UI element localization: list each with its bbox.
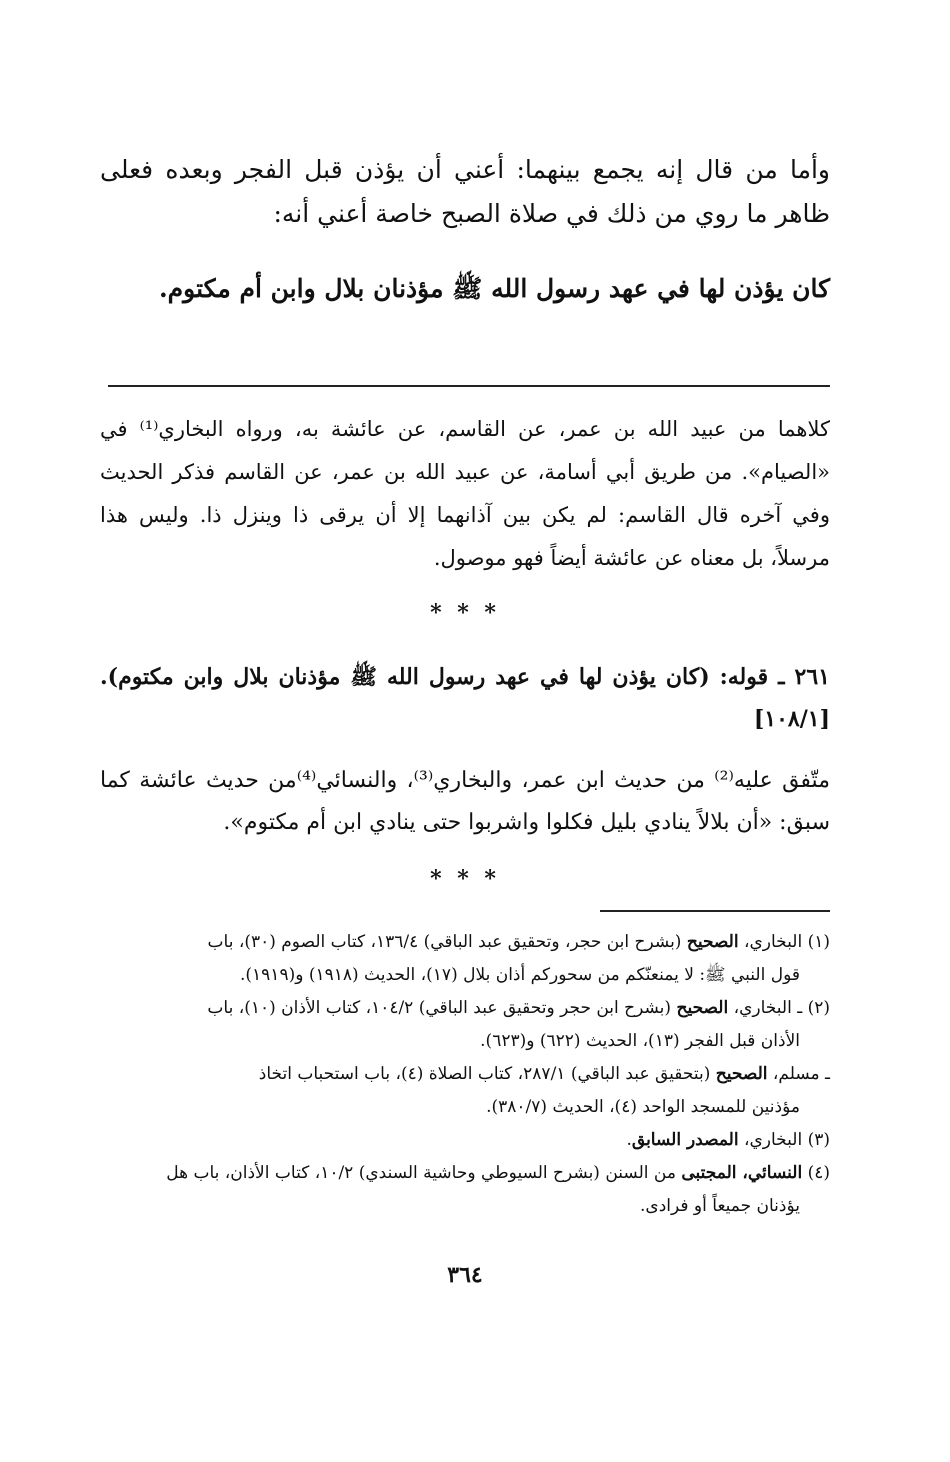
footnote-rule [600, 910, 830, 912]
hadith-text: كان يؤذن لها في عهد رسول الله ﷺ مؤذنان بلال وابن أم مكتوم. [158, 274, 830, 303]
hadith-heading-261: ٢٦١ ـ قوله: (كان يؤذن لها في عهد رسول الله ﷺ مؤذنان بلال وابن مكتوم). [١٠٨/١] [100, 664, 830, 732]
paragraph-takhrij: متّفق عليه⁽²⁾ من حديث ابن عمر، والبخاري⁽³⁾، والنسائي⁽⁴⁾من حديث عائشة كما سبق: «أن بلالاً ينادي بليل فكلوا واشربوا حتى ينادي ابن أم مكتوم». [100, 768, 830, 835]
section-separator: * * * [430, 600, 500, 626]
page-number: ٣٦٤ [447, 1262, 483, 1288]
footnote-2: (٢) ـ البخاري، الصحيح (بشرح ابن حجر وتحقيق عبد الباقي) ١٠٤/٢، كتاب الأذان (١٠)، باب الأذان قبل الفجر (١٣)، الحديث (٦٢٢) و(٦٢٣). [207, 998, 830, 1051]
footnote-2-muslim: ـ مسلم، الصحيح (بتحقيق عبد الباقي) ٢٨٧/١، كتاب الصلاة (٤)، باب استحباب اتخاذ مؤذنين للمسجد الواحد (٤)، الحديث (٣٨٠/٧). [258, 1064, 830, 1117]
paragraph-commentary: كلاهما من عبيد الله بن عمر، عن القاسم، عن عائشة به، ورواه البخاري⁽¹⁾ في «الصيام». من طريق أبي أسامة، عن عبيد الله بن عمر، عن القاسم فذكر الحديث وفي آخره قال القاسم: لم يكن بين آذانهما إلا أن يرقى ذا وينزل ذا. وليس هذا مرسلاً، بل معناه عن عائشة أيضاً فهو موصول. [100, 417, 830, 570]
book-page [100, 0, 830, 1462]
footnote-1: (١) البخاري، الصحيح (بشرح ابن حجر، وتحقيق عبد الباقي) ١٣٦/٤، كتاب الصوم (٣٠)، باب قول النبي ﷺ: لا يمنعنّكم من سحوركم أذان بلال (١٧)، الحديث (١٩١٨) و(١٩١٩). [207, 932, 830, 985]
divider-rule [108, 385, 830, 387]
paragraph-intro: وأما من قال إنه يجمع بينهما: أعني أن يؤذن قبل الفجر وبعده فعلى ظاهر ما روي من ذلك في صلاة الصبح خاصة أعني أنه: [100, 155, 830, 228]
footnote-4: (٤) النسائي، المجتبى من السنن (بشرح السيوطي وحاشية السندي) ١٠/٢، كتاب الأذان، باب هل يؤذنان جميعاً أو فرادى. [166, 1163, 830, 1216]
section-separator: * * * [430, 866, 500, 892]
footnote-3: (٣) البخاري، المصدر السابق. [626, 1130, 830, 1150]
footnotes [100, 926, 830, 1223]
